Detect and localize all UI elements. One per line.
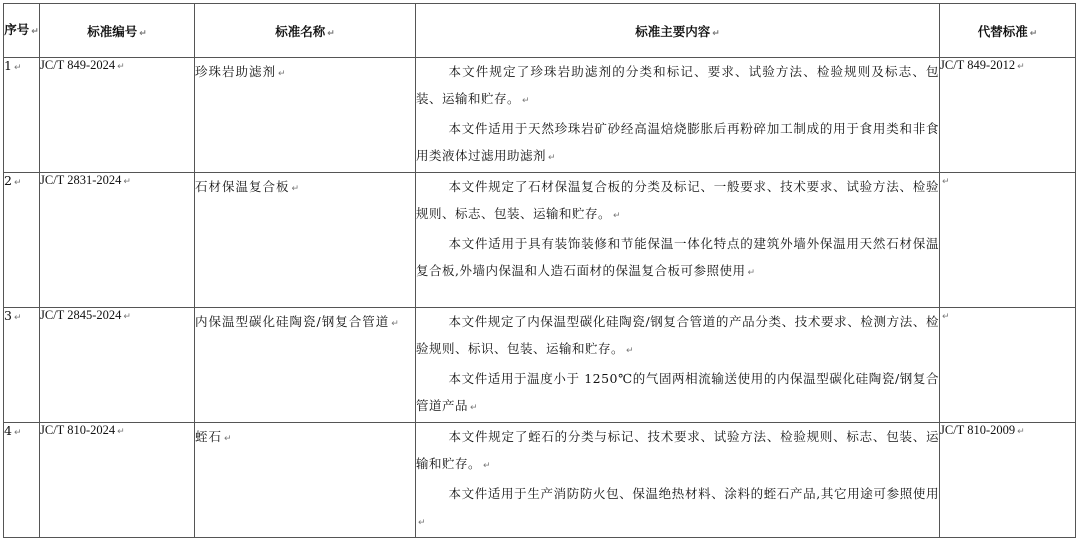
table-row	[4, 173, 1076, 308]
content-paragraph: 本文件适用于生产消防防火包、保温绝热材料、涂料的蛭石产品,其它用途可参照使用↵	[418, 486, 939, 528]
row-seq: 3 ↵	[4, 308, 40, 423]
row-name: 石材保温复合板 ↵	[195, 173, 416, 308]
content-paragraph: 本文件规定了石材保温复合板的分类及标记、一般要求、技术要求、试验方法、检验规则、标志、包装、运输和贮存。 ↵	[416, 179, 939, 221]
table-row	[4, 58, 1076, 173]
row-replaced: JC/T 810-2009 ↵	[940, 423, 1076, 538]
row-replaced: JC/T 849-2012 ↵	[940, 58, 1076, 173]
row-seq: 2 ↵	[4, 173, 40, 308]
header-row	[4, 4, 1076, 58]
row-replaced: ↵	[940, 308, 1076, 423]
row-code: JC/T 810-2024 ↵	[40, 423, 195, 538]
content-paragraph: 本文件适用于天然珍珠岩矿砂经高温焙烧膨胀后再粉碎加工制成的用于食用类和非食用类液体过滤用助滤剂 ↵	[416, 121, 939, 163]
header-content: 标准主要内容 ↵	[416, 4, 940, 58]
content-paragraph: 本文件适用于具有装饰装修和节能保温一体化特点的建筑外墙外保温用天然石材保温复合板,外墙内保温和人造石面材的保温复合板可参照使用 ↵	[416, 236, 939, 278]
content-paragraph: 本文件规定了珍珠岩助滤剂的分类和标记、要求、试验方法、检验规则及标志、包装、运输和贮存。 ↵	[416, 64, 939, 106]
content-paragraph: 本文件规定了蛭石的分类与标记、技术要求、试验方法、检验规则、标志、包装、运输和贮存。 ↵	[416, 429, 939, 471]
content-paragraph: 本文件规定了内保温型碳化硅陶瓷/钢复合管道的产品分类、技术要求、检测方法、检验规则、标识、包装、运输和贮存。 ↵	[416, 314, 939, 356]
row-name: 珍珠岩助滤剂 ↵	[195, 58, 416, 173]
header-replaced: 代替标准 ↵	[940, 4, 1076, 58]
row-seq: 4 ↵	[4, 423, 40, 538]
table-row	[4, 308, 1076, 423]
row-replaced: ↵	[940, 173, 1076, 308]
row-name: 蛭石 ↵	[195, 423, 416, 538]
row-content	[416, 58, 940, 173]
row-content	[416, 423, 940, 538]
content-paragraph: 本文件适用于温度小于 1250℃的气固两相流输送使用的内保温型碳化硅陶瓷/钢复合管道产品 ↵	[416, 371, 939, 413]
header-name: 标准名称 ↵	[195, 4, 416, 58]
header-seq: 序号 ↵	[4, 4, 40, 58]
row-code: JC/T 2845-2024 ↵	[40, 308, 195, 423]
standards-table	[3, 3, 1076, 538]
row-seq: 1 ↵	[4, 58, 40, 173]
table-row	[4, 423, 1076, 538]
row-name: 内保温型碳化硅陶瓷/钢复合管道 ↵	[195, 308, 416, 423]
row-code: JC/T 849-2024 ↵	[40, 58, 195, 173]
row-content	[416, 308, 940, 423]
header-code: 标准编号 ↵	[40, 4, 195, 58]
row-content	[416, 173, 940, 308]
row-code: JC/T 2831-2024 ↵	[40, 173, 195, 308]
